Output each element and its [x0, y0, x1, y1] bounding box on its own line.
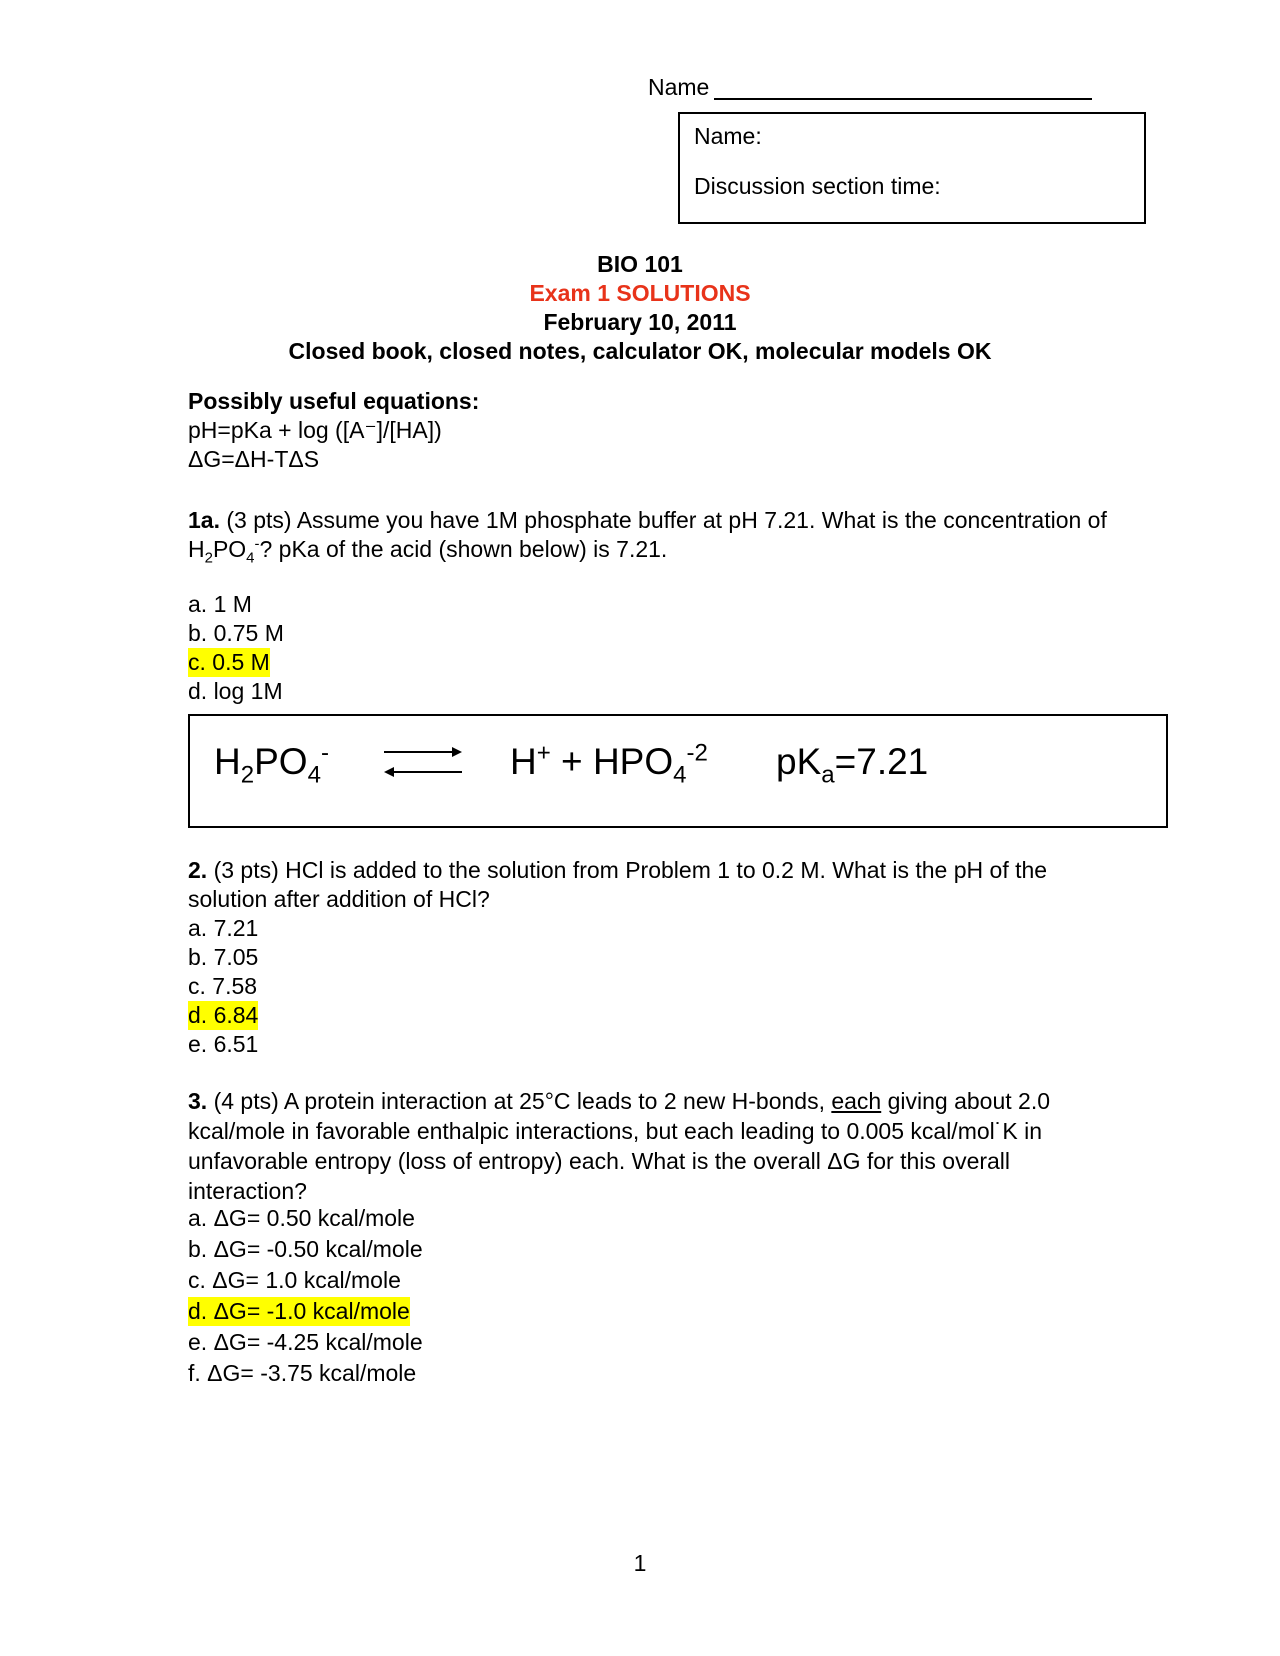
superscript: - — [254, 535, 260, 553]
question-text-end: ? pKa of the acid (shown below) is 7.21. — [259, 536, 668, 562]
question-text: Assume you have 1M phosphate buffer at pH 7.21. What is the concentration of H — [188, 507, 1107, 562]
box-discussion-label: Discussion section time: — [694, 173, 941, 199]
question-number: 1a. — [188, 507, 220, 533]
question-text-mid: PO — [212, 536, 247, 562]
q1-option-b: b. 0.75 M — [188, 620, 284, 646]
course-title: BIO 101 — [597, 251, 683, 277]
q3-option-c: c. ΔG= 1.0 kcal/mole — [188, 1267, 401, 1293]
equilibrium-arrows-icon — [382, 740, 464, 784]
subscript: 4 — [246, 549, 255, 567]
name-line-label: Name — [648, 74, 710, 100]
question-text: (3 pts) HCl is added to the solution from Problem 1 to 0.2 M. What is the pH of the solution after addition of HCl? — [188, 857, 1048, 912]
q3-option-a: a. ΔG= 0.50 kcal/mole — [188, 1205, 415, 1231]
q1-option-d: d. log 1M — [188, 678, 283, 704]
henderson-hasselbalch-equation: pH=pKa + log ([A⁻]/[HA]) — [188, 417, 442, 443]
gibbs-equation: ΔG=ΔH-TΔS — [188, 446, 320, 472]
question-text: (4 pts) A protein interaction at 25°C leads to 2 new H-bonds, — [207, 1088, 832, 1114]
question-points: (3 pts) — [226, 507, 292, 533]
q2-option-b: b. 7.05 — [188, 944, 259, 970]
exam-rules: Closed book, closed notes, calculator OK, molecular models OK — [288, 338, 992, 364]
question-1a — [188, 506, 1108, 567]
question-number: 2. — [188, 857, 208, 883]
q1-option-c-answer: c. 0.5 M — [188, 649, 270, 675]
reaction-pka: $pK_a=7.21$ — [776, 741, 929, 789]
q2-option-c: c. 7.58 — [188, 973, 258, 999]
name-blank-line — [714, 98, 1092, 100]
q3-option-f: f. ΔG= -3.75 kcal/mole — [188, 1360, 417, 1386]
question-text-end: giving about 2.0 kcal/mole in favorable enthalpic interactions, but each leading to 0.005 kcal/mol˙K in unfavorable entropy (loss of entropy) each. What is the overall ΔG for this overall interaction? — [188, 1088, 1051, 1204]
question-number: 3. — [188, 1088, 208, 1114]
q1-option-a: a. 1 M — [188, 591, 252, 617]
exam-date: February 10, 2011 — [543, 309, 737, 335]
subscript: 2 — [204, 549, 213, 567]
question-2 — [188, 856, 1108, 914]
reaction-products: $H^+ + HPO_4^{-2}$ — [510, 739, 708, 789]
reaction-reactant: $H_2PO_4^-$ — [214, 739, 329, 789]
page-number: 1 — [633, 1550, 647, 1576]
underlined-word: each — [831, 1088, 882, 1114]
question-3 — [188, 1086, 1108, 1206]
q3-option-d-answer: d. ΔG= -1.0 kcal/mole — [188, 1298, 410, 1324]
equations-heading: Possibly useful equations: — [188, 388, 480, 414]
q2-option-d-answer: d. 6.84 — [188, 1002, 259, 1028]
q3-option-b: b. ΔG= -0.50 kcal/mole — [188, 1236, 423, 1262]
box-name-label: Name: — [694, 123, 762, 149]
q3-option-e: e. ΔG= -4.25 kcal/mole — [188, 1329, 423, 1355]
q2-option-a: a. 7.21 — [188, 915, 259, 941]
exam-title: Exam 1 SOLUTIONS — [529, 280, 751, 306]
q2-option-e: e. 6.51 — [188, 1031, 259, 1057]
